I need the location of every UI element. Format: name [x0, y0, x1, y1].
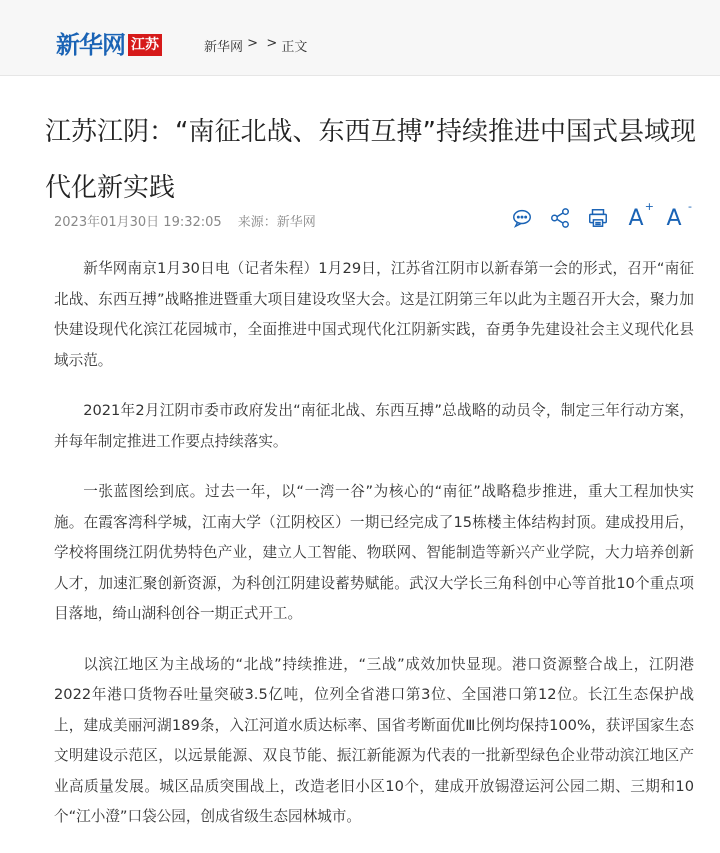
article-paragraph: 一张蓝图绘到底。过去一年，以“一湾一谷”为核心的“南征”战略稳步推进，重大工程加快实施。在霞客湾科学城，江南大学（江阴校区）一期已经完成了15栋楼主体结构封顶。建成投用后，学校将围绕江阴优势特色产业，建立人工智能、物联网、智能制造等新兴产业学院，大力培养创新人才，加速汇聚创新资源，为科创江阴建设蓄势赋能。武汉大学长三角科创中心等首批10个重点项目落地，绮山湖科创谷一期正式开工。 [54, 483, 694, 622]
comment-button[interactable] [510, 206, 534, 230]
print-icon [587, 207, 609, 229]
breadcrumb-current: 正文 [281, 40, 308, 55]
breadcrumb-separator: > [243, 36, 263, 51]
site-header [0, 0, 720, 76]
breadcrumb-home-link[interactable]: 新华网 [204, 40, 244, 55]
logo-main-text: 新华网 [56, 30, 125, 59]
logo-region-badge: 江苏 [128, 34, 162, 56]
article-paragraph: 新华网南京1月30日电（记者朱程）1月29日，江苏省江阴市以新春第一会的形式，召开“南征北战、东西互搏”战略推进暨重大项目建设攻坚大会。这是江阴第三年以此为主题召开大会，聚力加快建设现代化滨江花园城市，全面推进中国式现代化江阴新实践，奋勇争先建设社会主义现代化县域示范。 [54, 260, 694, 369]
share-button[interactable] [548, 206, 572, 230]
article-title: 江苏江阴：“南征北战、东西互搏”持续推进中国式县域现代化新实践 [45, 117, 696, 203]
article-meta [54, 211, 316, 230]
font-decrease-button[interactable] [662, 200, 692, 231]
font-decrease-minus: - [688, 200, 692, 213]
font-increase-plus: + [644, 200, 654, 213]
article-body [54, 254, 694, 853]
breadcrumb-separator: > [262, 36, 282, 51]
article-datetime: 2023年01月30日 19:32:05 [54, 215, 222, 230]
breadcrumb [204, 36, 307, 55]
share-icon [549, 207, 571, 229]
font-decrease-icon: A [666, 205, 682, 231]
print-button[interactable] [586, 206, 610, 230]
comment-icon [511, 207, 533, 229]
article-paragraph: 2021年2月江阴市委市政府发出“南征北战、东西互搏”总战略的动员令，制定三年行动方案，并每年制定推进工作要点持续落实。 [54, 402, 694, 450]
article-source: 新华网 [276, 215, 316, 230]
font-increase-button[interactable] [624, 200, 654, 231]
article-toolbar [510, 200, 700, 231]
source-label: 来源： [237, 215, 277, 230]
article-paragraph: 以滨江地区为主战场的“北战”持续推进，“三战”成效加快显现。港口资源整合战上，江阴港2022年港口货物吞吐量突破3.5亿吨，位列全省港口第3位、全国港口第12位。长江生态保护战上，建成美丽河湖189条，入江河道水质达标率、国省考断面优Ⅲ比例均保持100%，获评国家生态文明建设示范区，以远景能源、双良节能、振江新能源为代表的一批新型绿色企业带动滨江地区产业高质量发展。城区品质突围战上，改造老旧小区10个，建成开放锡澄运河公园二期、三期和10个“江小澄”口袋公园，创成省级生态园林城市。 [54, 655, 694, 825]
site-logo[interactable] [56, 32, 162, 58]
font-increase-icon: A [628, 205, 644, 231]
